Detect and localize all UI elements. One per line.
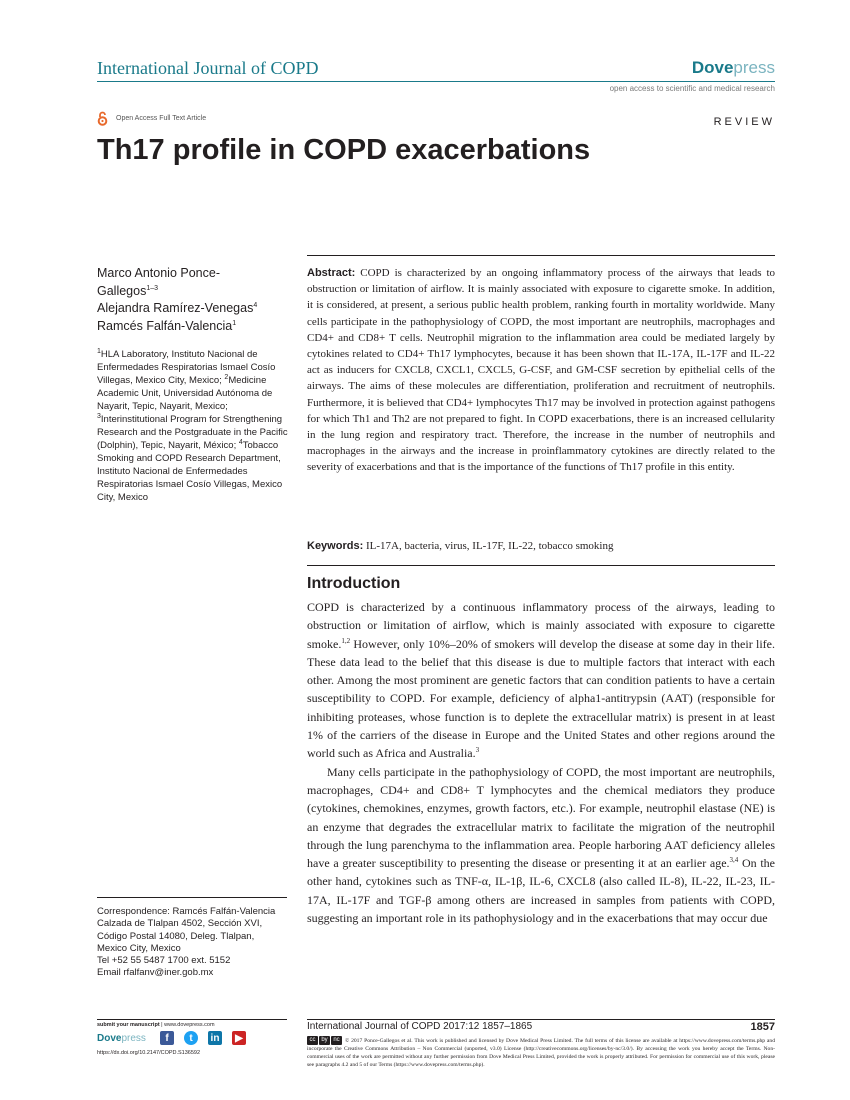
paragraph-text: On the other hand, cytokines such as TNF-α, IL-1β, IL-6, CXCL8 (also called IL-8), IL-22, IL-23, IL-17A, IL-17F and TGF-β among others are increased in samples from patients with COPD, suggesting an important role in its pathophysiology and in the exacerbations that may occur due <box>307 856 776 926</box>
affiliation-text: Interinstitutional Program for Strengthening Research and the Postgraduate in the Pacific (Dolphin), Tepic, Nayarit, México; <box>97 414 288 451</box>
page-number: 1857 <box>750 1021 775 1033</box>
author-sup: 4 <box>253 301 258 309</box>
doi-link[interactable]: https://dx.doi.org/10.2147/COPD.S136592 <box>97 1050 201 1056</box>
author-name: Gallegos <box>97 283 147 298</box>
social-icons <box>160 1031 246 1045</box>
paragraph <box>307 598 775 763</box>
keywords-label: Keywords: <box>307 540 364 552</box>
abstract <box>307 265 775 476</box>
correspondence-email[interactable]: Email rfalfanv@iner.gob.mx <box>97 967 214 979</box>
introduction-body <box>307 598 775 927</box>
paragraph-text: COPD is characterized by a continuous inflammatory process of the airways, leading to obstruction or limitation of airflow, which is mainly associated with exposure to cigarette smoke. <box>307 600 775 651</box>
open-access-label: Open Access Full Text Article <box>116 115 207 122</box>
footer-logo-bold: Dove <box>97 1033 122 1044</box>
license-body: © 2017 Ponce-Gallegos et al. This work is published and licensed by Dove Medical Press Limited. The full terms of this license are available at https://www.dovepress.com/terms.php and incorporate the Creative Commons Attribution – Non Commercial (unported, v3.0) License (http://creativecommons.org/licenses/by-nc/3.0/). By accessing the work you hereby accept the Terms. Non-commercial uses of the work are permitted without any further permission from Dove Medical Press Limited, provided the work is properly attributed. For permission for commercial use of this work, please see paragraphs 4.2 and 5 of our Terms (https://www.dovepress.com/terms.php). <box>307 1037 775 1068</box>
citation-ref[interactable]: 3,4 <box>729 856 739 865</box>
section-rule <box>307 565 775 566</box>
correspondence-line: Tel +52 55 5487 1700 ext. 5152 <box>97 955 231 967</box>
affiliation-text: HLA Laboratory, Instituto Nacional de Enfermedades Respiratorias Ismael Cosío Villegas, Mexico City, Mexico; <box>97 349 276 386</box>
affil-sup: 2 <box>224 373 229 381</box>
author-line <box>97 265 297 283</box>
paragraph <box>307 763 775 928</box>
header-rule <box>97 81 775 82</box>
open-access-icon <box>97 111 108 126</box>
affiliations <box>97 348 297 504</box>
twitter-icon[interactable]: t <box>184 1031 198 1045</box>
cc-license-icon[interactable]: cc by nc <box>307 1036 342 1045</box>
citation-ref[interactable]: 1,2 <box>341 636 351 645</box>
dovepress-logo[interactable] <box>692 58 775 78</box>
author-sup: 1–3 <box>146 284 159 292</box>
correspondence-line: Mexico City, Mexico <box>97 942 181 954</box>
author-list <box>97 265 297 335</box>
correspondence-line: Correspondence: Ramcés Falfán-Valencia <box>97 906 276 917</box>
author-line <box>97 283 297 301</box>
keywords <box>307 538 775 554</box>
author-sup: 1 <box>232 319 237 327</box>
footer-citation: International Journal of COPD 2017:12 1857–1865 <box>307 1021 533 1032</box>
affil-sup: 3 <box>97 412 101 420</box>
logo-bold: Dove <box>691 58 734 77</box>
correspondence-line: Calzada de Tlalpan 4502, Sección XVI, <box>97 918 263 930</box>
open-access-badge[interactable] <box>97 111 206 126</box>
article-type: REVIEW <box>713 116 775 128</box>
author-name: Alejandra Ramírez-Venegas <box>97 301 254 315</box>
submit-manuscript-link[interactable] <box>97 1022 215 1028</box>
license-text <box>307 1036 775 1069</box>
footer-rule <box>307 1019 775 1020</box>
correspondence-line: Código Postal 14080, Deleg. Tlalpan, <box>97 930 255 942</box>
linkedin-icon[interactable]: in <box>208 1031 222 1045</box>
abstract-text: COPD is characterized by an ongoing inflammatory process of the airways that leads to obstruction or limitation of airflow. It is mainly associated with exposure to cigarette smoke. In addition, it is considered, at present, a serious public health problem, ranking fourth in mortality worldwide. Many cells participate in the pathophysiology of COPD, the most important are neutrophils, macrophages and CD4+ and CD8+ T cells. Neutrophil migration to the inflammation area could be mediated largely by cytokines related to CD4+ Th17 lymphocytes, because it has been shown that IL-17A, IL-17F and IL-22 act as inducers for CXCL8, CXCL1, CXCL5, G-CSF, and GM-CSF secretion by epithelial cells of the airways. The aims of these molecules are differentiation, proliferation and recruitment of neutrophils. Furthermore, it is believed that CD4+ lymphocytes Th17 may be involved in protection against pathogens for which Th1 and Th2 are not prepared to fight. In COPD exacerbations, there is an increased cellularity in the lung region and respiratory tract. Therefore, the increase in the number of neutrophils and macrophages in the airways and the increase in proinflammatory cytokines are directly related to the severity of exacerbations and that is the importance of the functions of Th17 profile in this entity. <box>307 267 776 474</box>
correspondence-rule <box>97 897 287 898</box>
citation-ref[interactable]: 3 <box>475 746 480 755</box>
title-rule <box>307 255 775 256</box>
introduction-heading: Introduction <box>307 575 401 592</box>
submit-url: | www.dovepress.com <box>159 1022 215 1028</box>
submit-label: submit your manuscript <box>97 1022 160 1028</box>
journal-name[interactable]: International Journal of COPD <box>97 58 319 78</box>
paragraph-text: Many cells participate in the pathophysiology of COPD, the most important are neutrophils, macrophages, CD4+ and CD8+ T lymphocytes and the chemical mediators they produce (cytokines, chemokines, enzymes, growth factors, etc.). For example, neutrophil elastase (NE) is an enzyme that degrades the extracellular matrix to facilitate the migration of the neutrophil through the lung parenchyma to the inflammation area. People harboring AAT deficiency alleles have a greater susceptibility to presenting the disease or presenting it at an earlier age. <box>307 764 775 871</box>
facebook-icon[interactable]: f <box>160 1031 174 1045</box>
author-line <box>97 300 297 318</box>
affil-sup: 1 <box>97 347 101 355</box>
article-title: Th17 profile in COPD exacerbations <box>97 134 591 166</box>
paragraph-text: However, only 10%–20% of smokers will develop the disease at some day in their life. These data lead to the belief that this disease is due to multiple factors that interact with each other. Among the most prominent are genetic factors that can condition patients to have a certain susceptibility to COPD. For example, deficiency of alpha1-antitrypsin (AAT) (responsible for inhibiting proteases, whose function is to deplete the extracellular matrix) is present in at least 1% of the carriers of the disease in Europe and the United States and other regions around the world such as Africa and Australia. <box>307 636 775 761</box>
tagline: open access to scientific and medical research <box>609 84 775 93</box>
footer-logo-light: press <box>121 1033 146 1044</box>
logo-light: press <box>733 58 775 77</box>
abstract-label: Abstract: <box>307 267 356 279</box>
affiliation-text: Tobacco Smoking and COPD Research Department, Instituto Nacional de Enfermedades Respiratorias Ismael Cosío Villegas, Mexico City, Mexico <box>97 440 283 503</box>
affil-sup: 4 <box>238 438 243 446</box>
author-name: Marco Antonio Ponce- <box>97 266 220 280</box>
footer-dovepress-logo[interactable] <box>97 1033 146 1044</box>
footer-left-rule <box>97 1019 287 1020</box>
author-line <box>97 318 297 336</box>
keywords-text: IL-17A, bacteria, virus, IL-17F, IL-22, tobacco smoking <box>366 540 614 552</box>
affiliation-text: Medicine Academic Unit, Universidad Autónoma de Nayarit, Tepic, Nayarit, Mexico; <box>97 375 273 412</box>
youtube-icon[interactable]: ▶ <box>232 1031 246 1045</box>
correspondence <box>97 906 297 980</box>
author-name: Ramcés Falfán-Valencia <box>97 318 233 333</box>
